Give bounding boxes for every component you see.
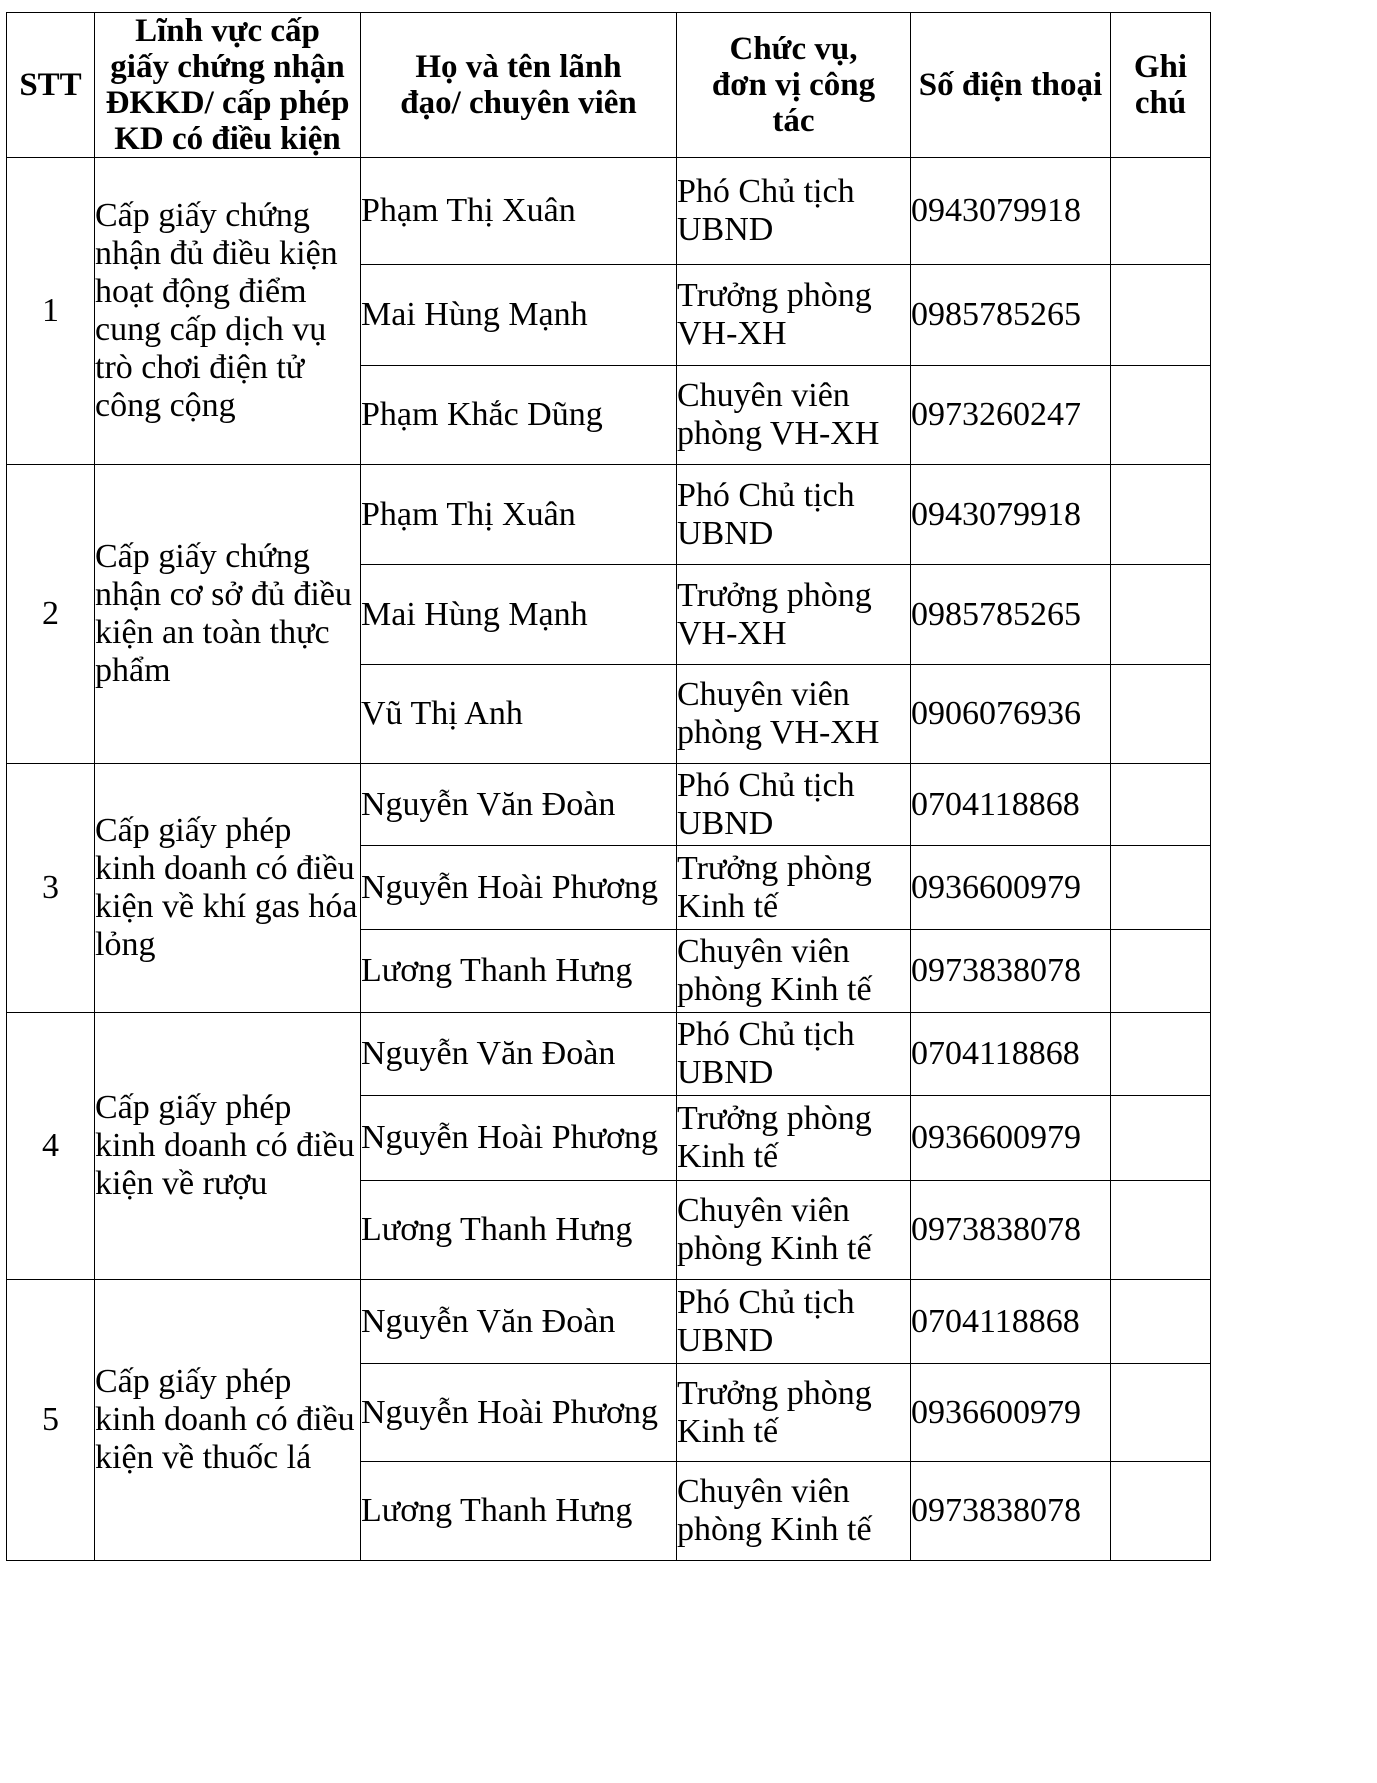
header-note: Ghi chú (1111, 13, 1211, 158)
stt-cell: 5 (7, 1280, 95, 1561)
name-cell: Mai Hùng Mạnh (361, 565, 677, 665)
note-cell (1111, 764, 1211, 846)
name-cell: Phạm Thị Xuân (361, 465, 677, 565)
table-row (7, 1280, 1211, 1364)
stt-cell: 4 (7, 1013, 95, 1280)
note-cell (1111, 465, 1211, 565)
position-cell: Chuyên viên phòng Kinh tế (677, 930, 911, 1013)
phone-cell: 0943079918 (911, 465, 1111, 565)
name-cell: Phạm Khắc Dũng (361, 366, 677, 465)
phone-cell: 0943079918 (911, 158, 1111, 265)
header-position: Chức vụ, đơn vị công tác (677, 13, 911, 158)
field-cell: Cấp giấy chứng nhận đủ điều kiện hoạt động điểm cung cấp dịch vụ trò chơi điện tử công cộng (95, 158, 361, 465)
note-cell (1111, 930, 1211, 1013)
header-field: Lĩnh vực cấp giấy chứng nhận ĐKKD/ cấp phép KD có điều kiện (95, 13, 361, 158)
contact-table (6, 12, 1211, 1561)
position-cell: Phó Chủ tịch UBND (677, 1280, 911, 1364)
name-cell: Lương Thanh Hưng (361, 930, 677, 1013)
note-cell (1111, 1280, 1211, 1364)
position-cell: Trưởng phòng VH-XH (677, 565, 911, 665)
name-cell: Nguyễn Hoài Phương (361, 1364, 677, 1462)
note-cell (1111, 366, 1211, 465)
phone-cell: 0973838078 (911, 1462, 1111, 1561)
note-cell (1111, 1462, 1211, 1561)
phone-cell: 0985785265 (911, 265, 1111, 366)
header-name: Họ và tên lãnh đạo/ chuyên viên (361, 13, 677, 158)
phone-cell: 0936600979 (911, 846, 1111, 930)
name-cell: Nguyễn Văn Đoàn (361, 1013, 677, 1096)
position-cell: Chuyên viên phòng VH-XH (677, 665, 911, 764)
position-cell: Phó Chủ tịch UBND (677, 158, 911, 265)
name-cell: Vũ Thị Anh (361, 665, 677, 764)
stt-cell: 1 (7, 158, 95, 465)
name-cell: Nguyễn Văn Đoàn (361, 1280, 677, 1364)
note-cell (1111, 158, 1211, 265)
note-cell (1111, 1013, 1211, 1096)
header-stt: STT (7, 13, 95, 158)
stt-cell: 2 (7, 465, 95, 764)
name-cell: Phạm Thị Xuân (361, 158, 677, 265)
name-cell: Nguyễn Văn Đoàn (361, 764, 677, 846)
table-row (7, 1013, 1211, 1096)
note-cell (1111, 846, 1211, 930)
position-cell: Trưởng phòng VH-XH (677, 265, 911, 366)
position-cell: Trưởng phòng Kinh tế (677, 846, 911, 930)
note-cell (1111, 565, 1211, 665)
phone-cell: 0936600979 (911, 1096, 1111, 1181)
note-cell (1111, 1096, 1211, 1181)
stt-cell: 3 (7, 764, 95, 1013)
position-cell: Trưởng phòng Kinh tế (677, 1096, 911, 1181)
phone-cell: 0973260247 (911, 366, 1111, 465)
position-cell: Phó Chủ tịch UBND (677, 1013, 911, 1096)
note-cell (1111, 265, 1211, 366)
name-cell: Nguyễn Hoài Phương (361, 1096, 677, 1181)
header-phone: Số điện thoại (911, 13, 1111, 158)
position-cell: Phó Chủ tịch UBND (677, 465, 911, 565)
name-cell: Lương Thanh Hưng (361, 1181, 677, 1280)
phone-cell: 0906076936 (911, 665, 1111, 764)
position-cell: Trưởng phòng Kinh tế (677, 1364, 911, 1462)
position-cell: Phó Chủ tịch UBND (677, 764, 911, 846)
header-row (7, 13, 1211, 158)
phone-cell: 0985785265 (911, 565, 1111, 665)
table-row (7, 465, 1211, 565)
phone-cell: 0704118868 (911, 764, 1111, 846)
table-row (7, 158, 1211, 265)
note-cell (1111, 665, 1211, 764)
position-cell: Chuyên viên phòng Kinh tế (677, 1181, 911, 1280)
name-cell: Lương Thanh Hưng (361, 1462, 677, 1561)
position-cell: Chuyên viên phòng VH-XH (677, 366, 911, 465)
note-cell (1111, 1364, 1211, 1462)
name-cell: Mai Hùng Mạnh (361, 265, 677, 366)
table-row (7, 764, 1211, 846)
name-cell: Nguyễn Hoài Phương (361, 846, 677, 930)
field-cell: Cấp giấy phép kinh doanh có điều kiện về rượu (95, 1013, 361, 1280)
phone-cell: 0704118868 (911, 1280, 1111, 1364)
position-cell: Chuyên viên phòng Kinh tế (677, 1462, 911, 1561)
phone-cell: 0973838078 (911, 930, 1111, 1013)
note-cell (1111, 1181, 1211, 1280)
phone-cell: 0936600979 (911, 1364, 1111, 1462)
phone-cell: 0973838078 (911, 1181, 1111, 1280)
phone-cell: 0704118868 (911, 1013, 1111, 1096)
field-cell: Cấp giấy phép kinh doanh có điều kiện về khí gas hóa lỏng (95, 764, 361, 1013)
field-cell: Cấp giấy chứng nhận cơ sở đủ điều kiện an toàn thực phẩm (95, 465, 361, 764)
field-cell: Cấp giấy phép kinh doanh có điều kiện về thuốc lá (95, 1280, 361, 1561)
